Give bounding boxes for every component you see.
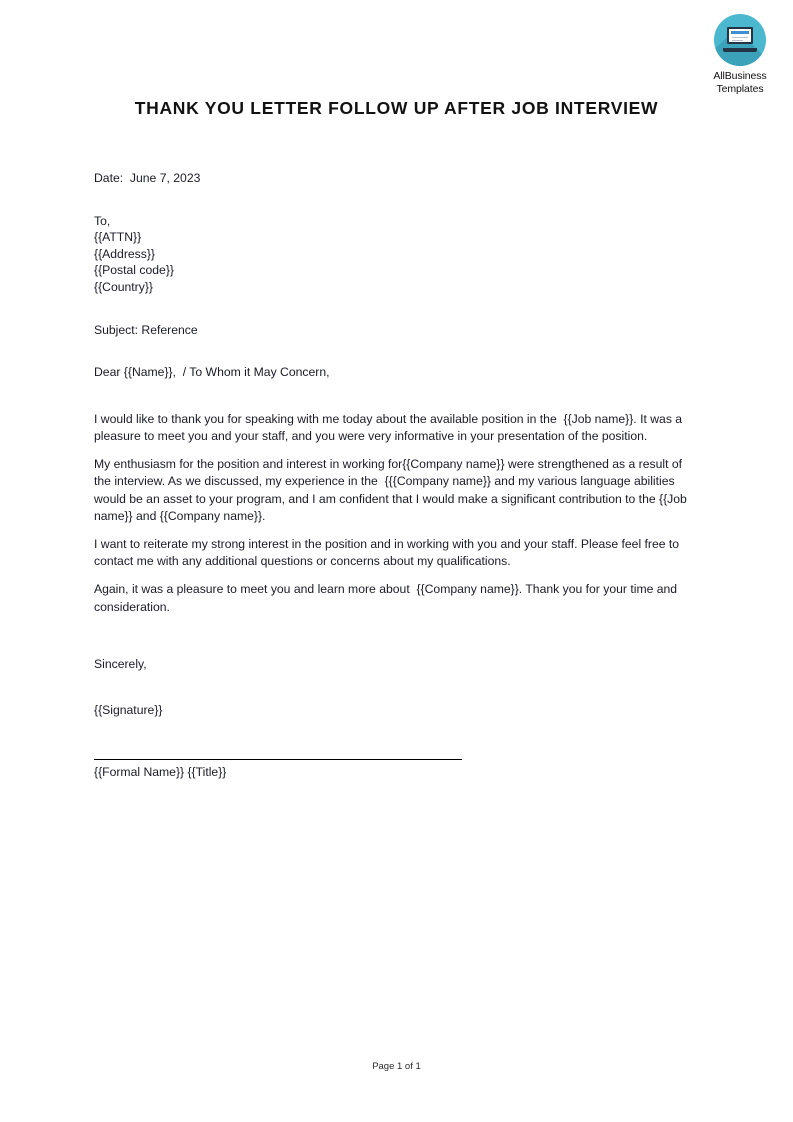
recipient-attn: {{ATTN}} (94, 230, 142, 245)
spacer (94, 616, 698, 656)
laptop-screen-text-line (732, 37, 748, 39)
laptop-screen (727, 27, 753, 44)
letter-paragraphs (94, 411, 698, 616)
letter-paragraph: Again, it was a pleasure to meet you and learn more about {{Company name}}. Thank you for your time and consideration. (94, 582, 681, 614)
spacer (94, 187, 698, 213)
brand-name-line-1: AllBusiness (713, 70, 767, 82)
date-line: Date: June 7, 2023 (94, 171, 201, 185)
spacer (94, 296, 698, 322)
brand-name (690, 70, 790, 95)
recipient-address: {{Address}} (94, 246, 155, 261)
signature-placeholder: {{Signature}} (94, 703, 163, 718)
recipient-country: {{Country}} (94, 279, 153, 294)
spacer (94, 381, 698, 411)
laptop-screen-titlebar (731, 31, 749, 34)
laptop-base (723, 48, 757, 52)
page-footer: Page 1 of 1 (372, 1061, 421, 1072)
laptop-icon (723, 27, 757, 53)
letter-body (94, 170, 698, 781)
letter-paragraph: I want to reiterate my strong interest in the position and in working with you and your staff. Please feel free to contact me with any additional questions or concerns about my qualifications. (94, 536, 683, 569)
brand-name-line-2: Templates (716, 82, 764, 95)
recipient-postal-code: {{Postal code}} (94, 263, 174, 278)
salutation-line: Dear {{Name}}, / To Whom it May Concern, (94, 365, 330, 380)
signature-name-title: {{Formal Name}} {{Title}} (94, 764, 227, 779)
recipient-block (94, 213, 698, 296)
page-title: THANK YOU LETTER FOLLOW UP AFTER JOB INTERVIEW (134, 98, 659, 118)
spacer (94, 338, 698, 364)
letter-paragraph: I would like to thank you for speaking with me today about the available position in the {{Job name}}. It was a pleasure to meet you and your staff, and you were very informative in your presentation of the position. (94, 411, 686, 443)
signature-rule (94, 759, 462, 760)
subject-line: Subject: Reference (94, 322, 198, 337)
brand-logo-block (690, 14, 790, 95)
letter-paragraph: My enthusiasm for the position and interest in working for{{Company name}} were strengthened as a result of the interview. As we discussed, my experience in the {{{Company name}} and my various language abilities would be an asset to your program, and I am confident that I would make a significant contribution to the {{Job name}} and {{Company name}}. (94, 457, 691, 523)
allbusinesstemplates-logo-mark (714, 14, 766, 66)
spacer (94, 672, 698, 702)
recipient-to-label: To, (94, 213, 111, 228)
spacer (94, 719, 698, 759)
closing-line: Sincerely, (94, 656, 147, 671)
laptop-screen-text-line (732, 40, 743, 42)
